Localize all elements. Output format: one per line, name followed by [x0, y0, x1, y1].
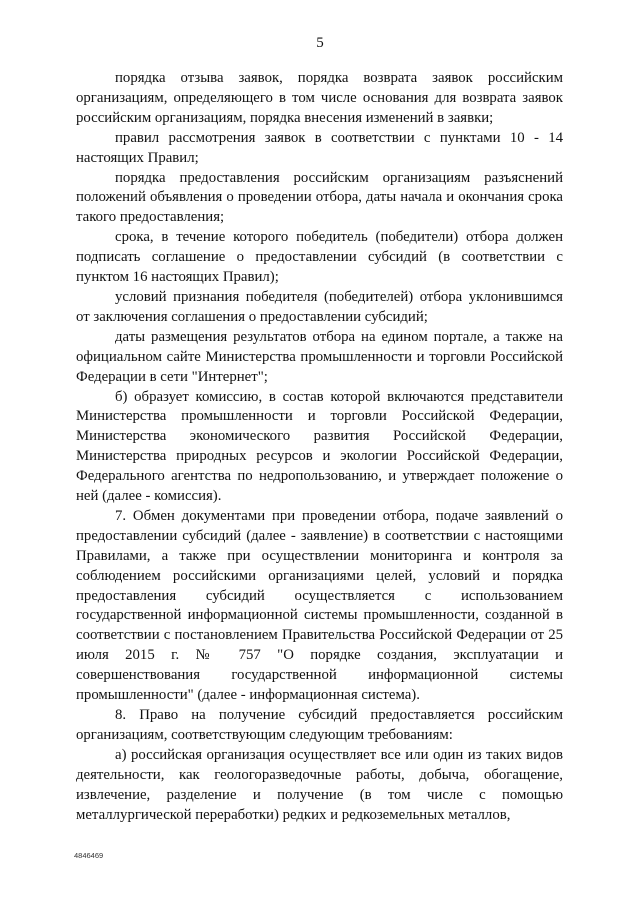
document-id: 4846469	[74, 851, 104, 860]
paragraph: порядка отзыва заявок, порядка возврата заявок российским организациям, определяющего в том числе основания для возврата заявок российским организациям, порядка внесения изменений в заявки;	[76, 70, 563, 126]
paragraph: срока, в течение которого победитель (победители) отбора должен подписать соглашение о предоставлении субсидий (в соответствии с пунктом 16 настоящих Правил);	[76, 229, 563, 286]
paragraph: 8. Право на получение субсидий предоставляется российским организациям, соответствующим следующим требованиям:	[76, 707, 563, 743]
paragraph: порядка предоставления российским организациям разъяснений положений объявления о проведении отбора, даты начала и окончания срока такого предоставления;	[76, 169, 563, 226]
paragraph: 7. Обмен документами при проведении отбора, подаче заявлений о предоставлении субсидий (далее - заявление) в соответствии с настоящими Правилами, а также при осуществлении мониторинга и контроля за соблюдением российскими организациями целей, условий и порядка предоставления субсидий осуществляется с использованием государственной информационной системы промышленности, созданной в соответствии с постановлением Правительства Российской Федерации от 25 июля 2015 г. № 757 "О порядке создания, эксплуатации и совершенствования государственной информационной системы промышленности" (далее - информационная система).	[76, 507, 563, 704]
paragraph: б) образует комиссию, в состав которой включаются представители Министерства промышленности и торговли Российской Федерации, Министерства экономического развития Российской Федерации, Министерства природных ресурсов и экологии Российской Федерации, Федерального агентства по недропользованию, и утверждает положение о ней (далее - комиссия).	[76, 388, 563, 505]
paragraph: условий признания победителя (победителей) отбора уклонившимся от заключения соглашения о предоставлении субсидий;	[76, 288, 563, 325]
document-body	[76, 69, 563, 825]
page-number: 5	[316, 35, 324, 51]
paragraph: а) российская организация осуществляет все или один из таких видов деятельности, как геологоразведочные работы, добыча, обогащение, извлечение, разделение и получение (в том числе с помощью металлургической переработки) редких и редкоземельных металлов,	[76, 746, 563, 823]
paragraph: даты размещения результатов отбора на едином портале, а также на официальном сайте Министерства промышленности и торговли Российской Федерации в сети "Интернет";	[76, 328, 563, 385]
paragraph: правил рассмотрения заявок в соответствии с пунктами 10 - 14 настоящих Правил;	[76, 129, 563, 166]
